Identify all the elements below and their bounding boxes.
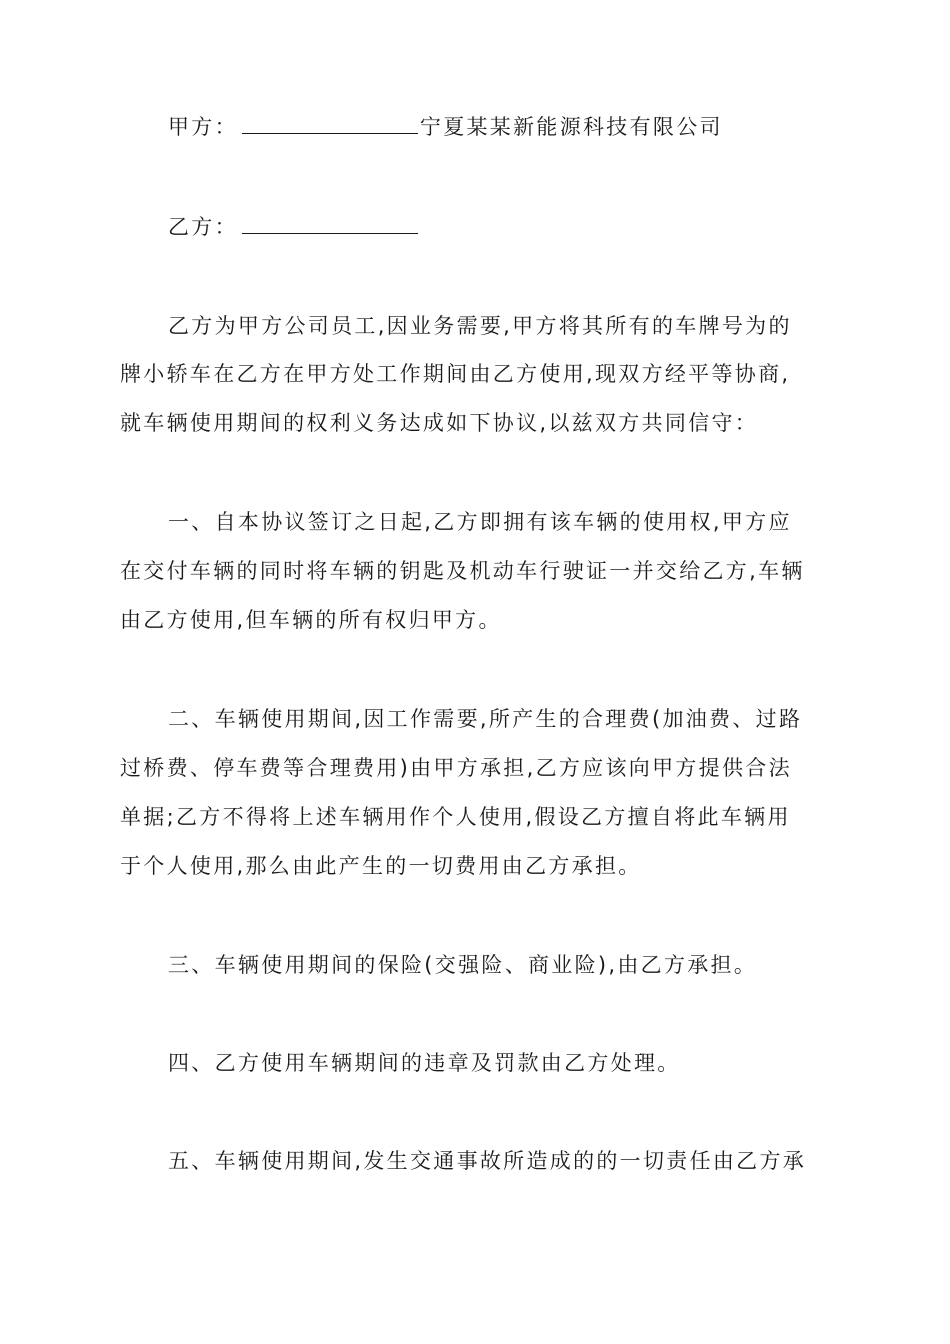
preamble-line: 牌小轿车在乙方在甲方处工作期间由乙方使用,现双方经平等协商,	[120, 362, 791, 386]
party-a-label: 甲方：	[168, 115, 238, 139]
party-b-blank	[242, 213, 418, 234]
preamble-line: 就车辆使用期间的权利义务达成如下协议,以兹双方共同信守：	[120, 411, 759, 435]
clause-line: 于个人使用,那么由此产生的一切费用由乙方承担。	[120, 854, 642, 878]
clause-line: 一、自本协议签订之日起,乙方即拥有该车辆的使用权,甲方应	[168, 510, 792, 534]
clause-line: 单据;乙方不得将上述车辆用作个人使用,假设乙方擅自将此车辆用	[120, 805, 791, 829]
party-b-label: 乙方：	[168, 215, 238, 239]
clause-line: 在交付车辆的同时将车辆的钥匙及机动车行驶证一并交给乙方,车辆	[120, 559, 805, 583]
party-a-line	[168, 112, 888, 142]
party-a-name: 宁夏某某新能源科技有限公司	[419, 115, 723, 139]
clause-3-paragraph: 三、车辆使用期间的保险(交强险、商业险),由乙方承担。	[168, 953, 758, 977]
clause-line: 二、车辆使用期间,因工作需要,所产生的合理费(加油费、过路	[168, 707, 803, 731]
party-b-line	[168, 212, 888, 242]
clause-line: 由乙方使用,但车辆的所有权归甲方。	[120, 608, 502, 632]
clause-5-paragraph: 五、车辆使用期间,发生交通事故所造成的的一切责任由乙方承	[168, 1149, 807, 1173]
clause-4-paragraph: 四、乙方使用车辆期间的违章及罚款由乙方处理。	[168, 1051, 681, 1075]
clause-line: 过桥费、停车费等合理费用)由甲方承担,乙方应该向甲方提供合法	[120, 756, 792, 780]
preamble-line: 乙方为甲方公司员工,因业务需要,甲方将其所有的车牌号为的	[168, 314, 792, 338]
party-a-blank	[242, 113, 418, 134]
